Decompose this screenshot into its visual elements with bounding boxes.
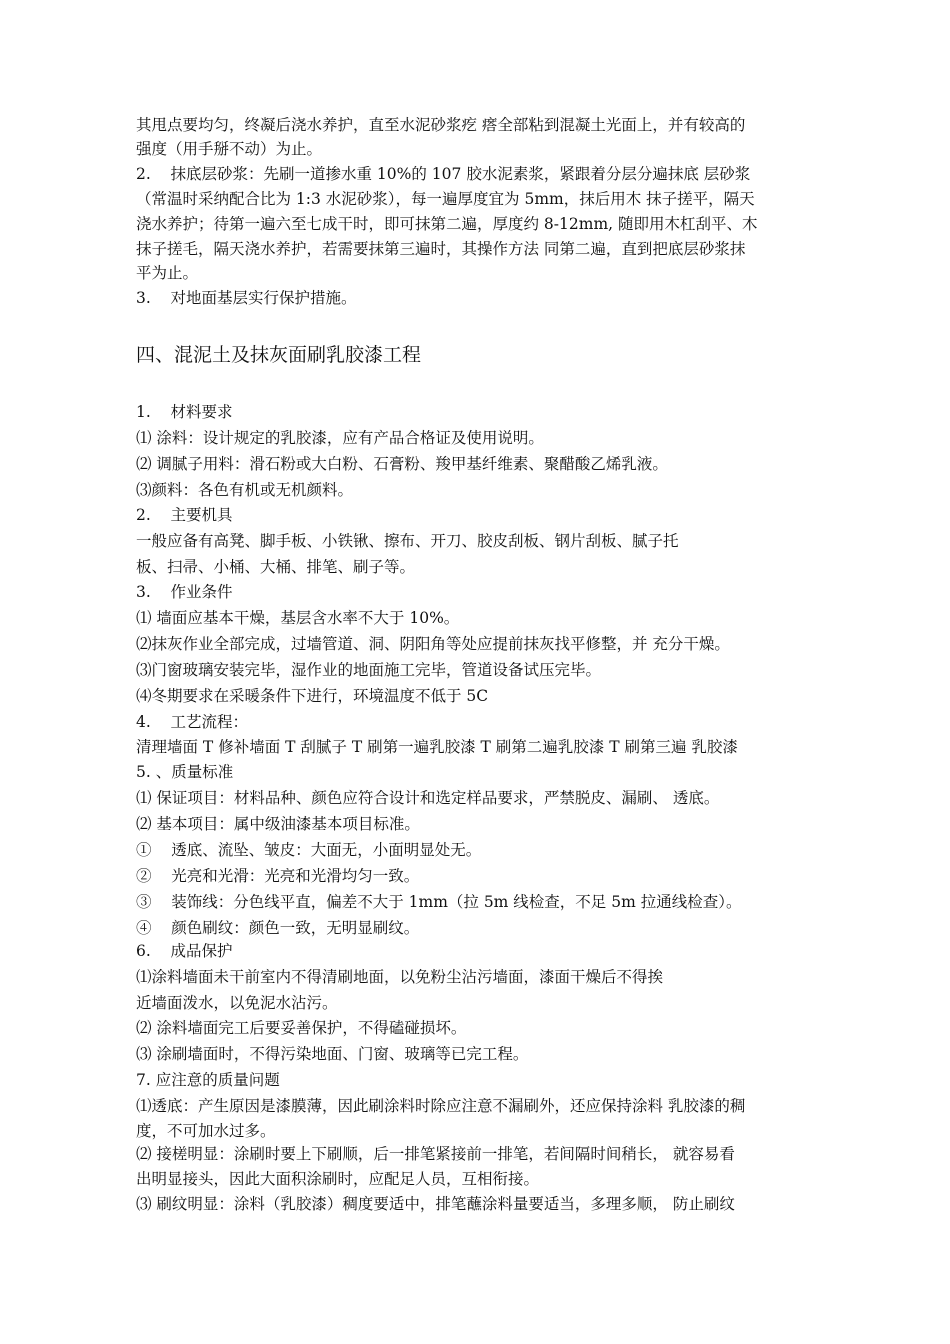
- text-line: ⑵ 涂料墙面完工后要妥善保护，不得磕碰损坏。: [136, 1019, 467, 1037]
- text-line: 3. 作业条件: [136, 583, 233, 601]
- text-line: ① 透底、流坠、皱皮：大面无，小面明显处无。: [136, 841, 482, 859]
- text-line: ⑴涂料墙面未干前室内不得清刷地面，以免粉尘沾污墙面，漆面干燥后不得挨: [136, 968, 664, 986]
- text-line: 抹子搓毛，隔天浇水养护，若需要抹第三遍时，其操作方法 同第二遍，直到把底层砂浆抹: [136, 240, 746, 258]
- text-line: ⑶ 刷纹明显：涂料（乳胶漆）稠度要适中，排笔蘸涂料量要适当，多理多顺， 防止刷纹: [136, 1195, 735, 1213]
- text-line: ⑵ 接槎明显：涂刷时要上下刷顺，后一排笔紧接前一排笔，若间隔时间稍长， 就容易看: [136, 1145, 735, 1163]
- text-line: ⑶颜料：各色有机或无机颜料。: [136, 481, 354, 499]
- text-line: 一般应备有高凳、脚手板、小铁锹、擦布、开刀、胶皮刮板、钢片刮板、腻子托: [136, 532, 679, 550]
- text-line: 度，不可加水过多。: [136, 1122, 276, 1140]
- text-line: ⑵抹灰作业全部完成，过墙管道、洞、阴阳角等处应提前抹灰找平修整，并 充分干燥。: [136, 635, 730, 653]
- text-line: ⑶ 涂刷墙面时，不得污染地面、门窗、玻璃等已完工程。: [136, 1045, 529, 1063]
- text-line: 出明显接头，因此大面积涂刷时，应配足人员，互相衔接。: [136, 1170, 540, 1188]
- text-line: 2. 抹底层砂浆：先刷一道掺水重 10%的 107 胶水泥素浆，紧跟着分层分遍抹底 层砂浆: [136, 165, 751, 183]
- text-line: 1. 材料要求: [136, 403, 233, 421]
- text-line: ④ 颜色刷纹：颜色一致，无明显刷纹。: [136, 919, 420, 937]
- text-line: 6. 成品保护: [136, 942, 233, 960]
- text-line: ② 光亮和光滑：光亮和光滑均匀一致。: [136, 867, 420, 885]
- text-line: ⑵ 基本项目：属中级油漆基本项目标准。: [136, 815, 420, 833]
- text-line: 7. 应注意的质量问题: [136, 1071, 280, 1089]
- section-heading: 四、混泥土及抹灰面刷乳胶漆工程: [136, 344, 422, 366]
- text-line: ⑶门窗玻璃安装完毕，湿作业的地面施工完毕，管道设备试压完毕。: [136, 661, 602, 679]
- text-line: ⑵ 调腻子用料：滑石粉或大白粉、石膏粉、羧甲基纤维素、聚醋酸乙烯乳液。: [136, 455, 668, 473]
- text-line: ⑴ 涂料：设计规定的乳胶漆，应有产品合格证及使用说明。: [136, 429, 544, 447]
- text-line: 4. 工艺流程：: [136, 713, 248, 731]
- text-line: 平为止。: [136, 264, 199, 282]
- text-line: 其甩点要均匀，终凝后浇水养护，直至水泥砂浆疙 瘩全部粘到混凝土光面上，并有较高的: [136, 116, 746, 134]
- text-line: ⑴ 保证项目：材料品种、颜色应符合设计和选定样品要求，严禁脱皮、漏刷、 透底。: [136, 789, 720, 807]
- text-line: ⑷冬期要求在采暖条件下进行，环境温度不低于 5C: [136, 687, 489, 705]
- text-line: ⑴ 墙面应基本干燥，基层含水率不大于 10%。: [136, 609, 460, 627]
- text-line: 板、扫帚、小桶、大桶、排笔、刷子等。: [136, 558, 416, 576]
- text-line: ③ 装饰线：分色线平直，偏差不大于 1mm（拉 5m 线检查，不足 5m 拉通线检查）。: [136, 893, 742, 911]
- text-line: 3. 对地面基层实行保护措施。: [136, 289, 357, 307]
- text-line: 浇水养护；待第一遍六至七成干时，即可抹第二遍，厚度约 8-12mm, 随即用木杠刮平、木: [136, 215, 758, 233]
- text-line: 近墙面泼水，以免泥水沾污。: [136, 994, 338, 1012]
- text-line: ⑴透底：产生原因是漆膜薄，因此刷涂料时除应注意不漏刷外，还应保持涂料 乳胶漆的稠: [136, 1097, 746, 1115]
- text-line: 5. 、质量标准: [136, 763, 234, 781]
- text-line: 2. 主要机具: [136, 506, 233, 524]
- text-line: 强度（用手掰不动）为止。: [136, 140, 323, 158]
- text-line: （常温时采纳配合比为 1:3 水泥砂浆），每一遍厚度宜为 5mm，抹后用木 抹子搓平，隔天: [136, 190, 755, 208]
- text-line: 清理墙面 T 修补墙面 T 刮腻子 T 刷第一遍乳胶漆 T 刷第二遍乳胶漆 T 刷第三遍 乳胶漆: [136, 738, 738, 756]
